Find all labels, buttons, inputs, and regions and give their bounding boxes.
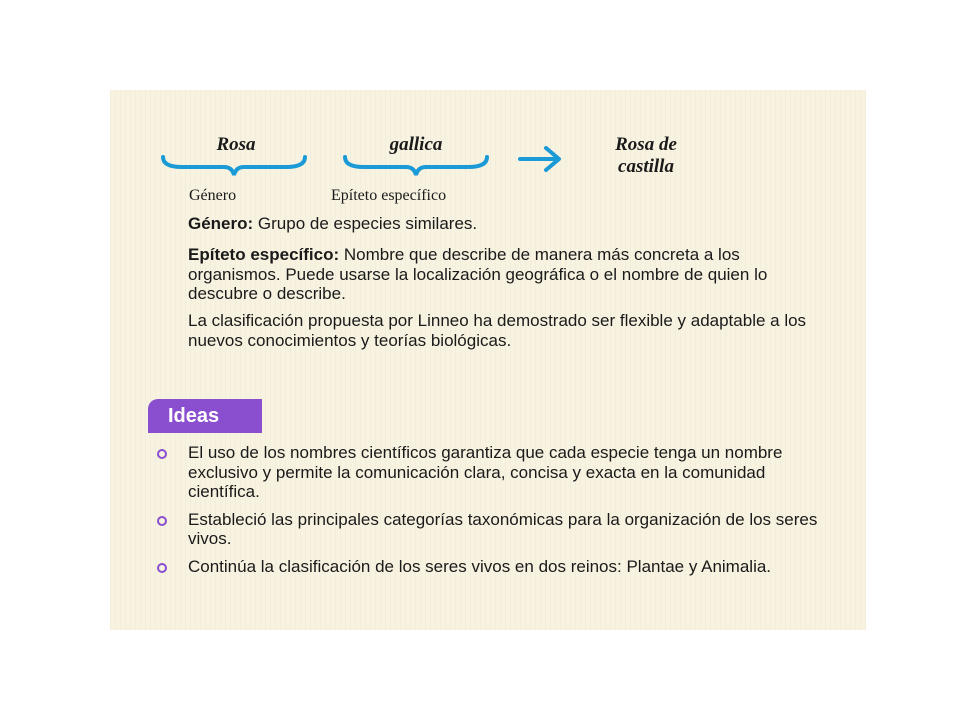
idea-text: Continúa la clasificación de los seres vivos en dos reinos: Plantae y Animalia. [188,556,772,576]
epithet-term: gallica [389,134,443,155]
bullet-circle-icon [157,516,167,526]
ideas-list [152,443,832,584]
bullet-circle-icon [157,563,167,573]
content-panel [110,90,866,630]
idea-text: Estableció las principales categorías taxonómicas para la organización de los seres vivos. [188,509,818,548]
list-item [152,443,832,502]
epithet-brace [342,154,490,178]
epiteto-text: Nombre que describe de manera más concreta a los organismos. Puede usarse la localización geográfica o el nombre de quien lo descubre o describe. [188,245,768,303]
common-name [580,134,712,178]
genus-term: Rosa [216,134,256,155]
linneo-paragraph: La clasificación propuesta por Linneo ha demostrado ser flexible y adaptable a los nuevos conocimientos y teorías biológicas. [188,311,807,350]
genus-brace [160,154,308,178]
genero-text: Grupo de especies similares. [253,214,478,233]
genero-definition [188,214,828,234]
epiteto-definition [188,245,828,304]
epiteto-term: Epíteto específico: [188,245,340,264]
list-item [152,557,832,577]
arrow-right-icon [516,145,564,173]
ideas-badge: Ideas [148,399,262,433]
genero-term: Género: [188,214,254,233]
idea-text: El uso de los nombres científicos garantiza que cada especie tenga un nombre exclusivo y permite la comunicación clara, concisa y exacta en la comunidad científica. [188,443,783,501]
genus-label: Género [189,187,237,204]
bullet-circle-icon [157,449,167,459]
common-name-line1: Rosa de [615,134,677,155]
epithet-label: Epíteto específico [331,187,447,204]
common-name-line2: castilla [618,156,674,177]
list-item [152,510,832,549]
